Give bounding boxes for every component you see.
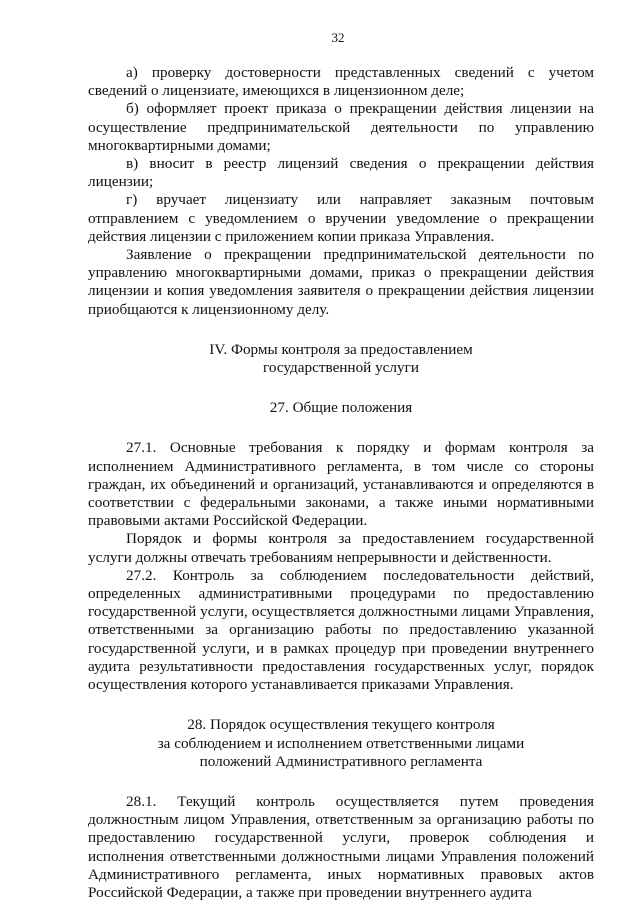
page-number: 32 [331, 30, 345, 45]
paragraph-item-v: в) вносит в реестр лицензий сведения о прекращении действия лицензии; [88, 155, 594, 191]
paragraph-item-a: а) проверку достоверности представленных сведений с учетом сведений о лицензиате, имеющихся в лицензионном деле; [88, 64, 594, 100]
paragraph-27-order: Порядок и формы контроля за предоставлением государственной услуги должны отвечать требованиям непрерывности и действенности. [88, 530, 594, 566]
section-title: IV. Формы контроля за предоставлением государственной услуги [209, 340, 473, 377]
subsection-28-title: 28. Порядок осуществления текущего контроля за соблюдением и исполнением ответственными лицами положений Административного регламента [157, 716, 525, 770]
paragraph-item-g: г) вручает лицензиату или направляет заказным почтовым отправлением с уведомлением о вручении уведомление о прекращении действия лицензии с приложением копии приказа Управления. [88, 191, 594, 245]
subsection-27-title: 27. Общие положения [269, 399, 413, 417]
paragraph-27-2: 27.2. Контроль за соблюдением последовательности действий, определенных административными процедурами по предоставлению государственной услуги, осуществляется должностными лицами Управления, ответственными за организацию работы по предоставлению указанной государственной услуги, и в рамках процедур при проведении внутреннего аудита результативности предоставления государственных услуг, порядок осуществления которого устанавливается приказами Управления. [88, 566, 594, 694]
document-page [88, 30, 594, 902]
paragraph-27-1: 27.1. Основные требования к порядку и формам контроля за исполнением Административного регламента, в том числе со стороны граждан, их объединений и организаций, устанавливаются и определяются в соответствии с федеральными законами, а также иными нормативными правовыми актами Российской Федерации. [88, 439, 594, 530]
paragraph-item-b: б) оформляет проект приказа о прекращении действия лицензии на осуществление предпринимательской деятельности по управлению многоквартирными домами; [88, 100, 594, 154]
paragraph-28-1: 28.1. Текущий контроль осуществляется путем проведения должностным лицом Управления, ответственным за организацию работы по предоставлению государственной услуги, проверок соблюдения и исполнения ответственными должностными лицами Управления положений Административного регламента, иных нормативных правовых актов Российской Федерации, а также при проведении внутреннего аудита [88, 792, 594, 901]
paragraph-application: Заявление о прекращении предпринимательской деятельности по управлению многоквартирными домами, приказ о прекращении действия лицензии и копия уведомления заявителя о прекращении действия лицензии приобщаются к лицензионному делу. [88, 246, 594, 318]
